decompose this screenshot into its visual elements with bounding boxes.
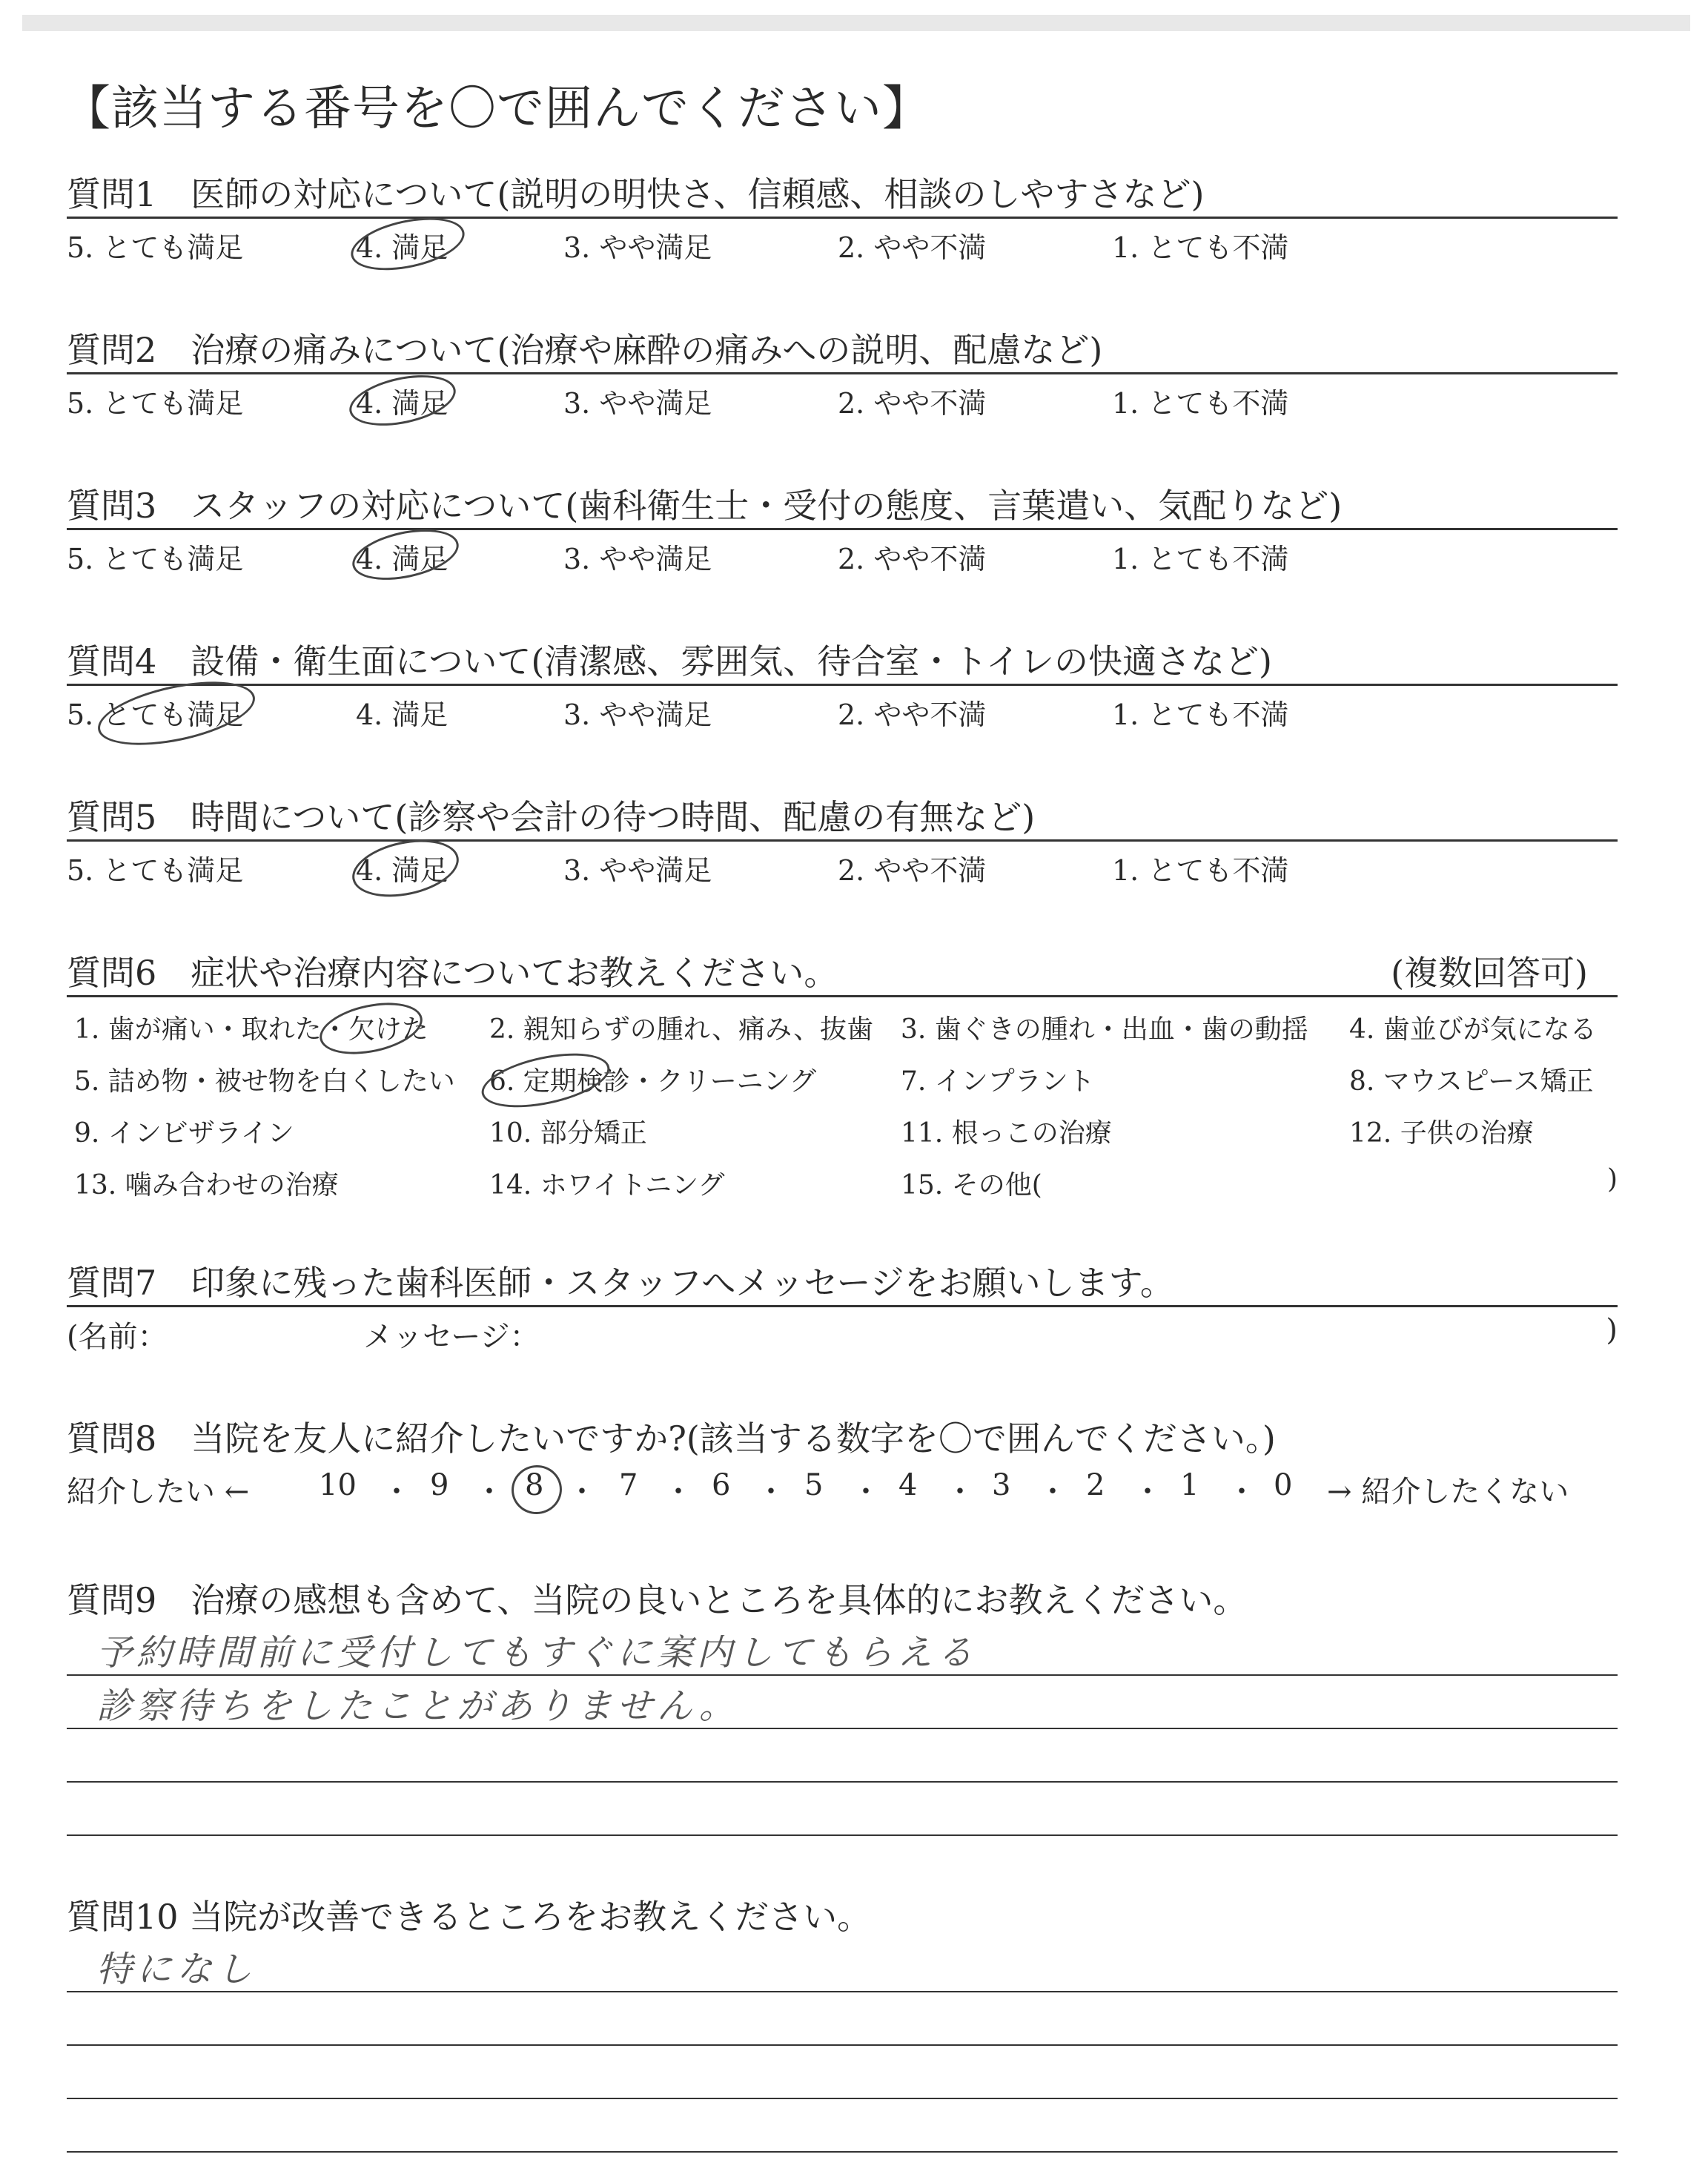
q4-option-1[interactable]: 1. とても不満 [1112, 698, 1289, 731]
scale-value-4[interactable]: 4 [898, 1468, 918, 1502]
scale-value-9[interactable]: 9 [430, 1468, 449, 1502]
q6-option-11[interactable]: 11. 根っこの治療 [901, 1118, 1112, 1149]
question-6-options [67, 997, 1618, 1212]
scale-right-label: → 紹介したくない [1327, 1475, 1569, 1509]
scale-value-7[interactable]: 7 [619, 1468, 638, 1502]
q6-option-15[interactable]: 15. その他( [901, 1170, 1042, 1200]
message-close-paren: ) [1606, 1313, 1618, 1347]
q6-option-13[interactable]: 13. 噛み合わせの治療 [74, 1170, 339, 1200]
scale-value-0[interactable]: 0 [1274, 1468, 1293, 1502]
scale-sep: ・ [474, 1475, 504, 1509]
referral-scale [67, 1461, 1618, 1513]
q3-option-3[interactable]: 3. やや満足 [563, 543, 712, 575]
question-3-title: 質問3 スタッフの対応について(歯科衛生士・受付の態度、言葉遣い、気配りなど) [67, 483, 1618, 530]
page-title: 【該当する番号を〇で囲んでください】 [63, 82, 930, 136]
handwritten-answer-line-1: 特になし [96, 1949, 257, 1990]
q6-option-7[interactable]: 7. インプラント [901, 1066, 1095, 1097]
question-7-title: 質問7 印象に残った歯科医師・スタッフへメッセージをお願いします。 [67, 1261, 1618, 1307]
q1-selection-circle [346, 208, 469, 279]
answer-line[interactable] [67, 1622, 1618, 1676]
question-8 [67, 1416, 1618, 1513]
q6-option-12[interactable]: 12. 子供の治療 [1349, 1118, 1534, 1149]
scale-sep: ・ [1038, 1475, 1068, 1509]
q2-option-1[interactable]: 1. とても不満 [1112, 387, 1289, 420]
q6-option-8[interactable]: 8. マウスピース矯正 [1349, 1066, 1594, 1097]
q6-option-2[interactable]: 2. 親知らずの腫れ、痛み、抜歯 [489, 1014, 874, 1045]
scale-value-6[interactable]: 6 [712, 1468, 731, 1502]
answer-line[interactable] [67, 1939, 1618, 1992]
q4-option-3[interactable]: 3. やや満足 [563, 698, 712, 731]
scale-value-1[interactable]: 1 [1180, 1468, 1199, 1502]
q6-selection-circle-1 [315, 994, 427, 1063]
q3-selection-circle [348, 521, 463, 588]
q5-selection-circle [347, 831, 464, 906]
q5-option-5[interactable]: 5. とても満足 [67, 854, 244, 887]
question-2-title: 質問2 治療の痛みについて(治療や麻酔の痛みへの説明、配慮など) [67, 328, 1618, 374]
q2-option-4[interactable]: 4. 満足 [356, 387, 448, 420]
answer-line[interactable] [67, 1729, 1618, 1783]
q1-option-4[interactable]: 4. 満足 [356, 231, 448, 264]
q4-option-2[interactable]: 2. やや不満 [838, 698, 987, 731]
q1-option-5[interactable]: 5. とても満足 [67, 231, 244, 264]
question-1 [67, 172, 1618, 263]
handwritten-answer-line-2: 診察待ちをしたことがありません。 [96, 1685, 739, 1727]
question-7-fields [67, 1307, 1618, 1352]
scale-sep: ・ [663, 1475, 693, 1509]
question-4-title: 質問4 設備・衛生面について(清潔感、雰囲気、待合室・トイレの快適さなど) [67, 639, 1618, 686]
scale-sep: ・ [1227, 1475, 1257, 1509]
scale-sep: ・ [1133, 1475, 1162, 1509]
question-10-title: 質問10 当院が改善できるところをお教えください。 [67, 1897, 872, 1937]
q2-option-5[interactable]: 5. とても満足 [67, 387, 244, 420]
q5-option-3[interactable]: 3. やや満足 [563, 854, 712, 887]
question-1-options [67, 219, 1618, 263]
question-7 [67, 1261, 1618, 1352]
q2-option-2[interactable]: 2. やや不満 [838, 387, 987, 420]
answer-line[interactable] [67, 2046, 1618, 2099]
scale-value-10[interactable]: 10 [319, 1468, 357, 1502]
scale-left-label: 紹介したい ← [67, 1475, 250, 1509]
q1-option-3[interactable]: 3. やや満足 [563, 231, 712, 264]
q6-option-1[interactable]: 1. 歯が痛い・取れた・欠けた [74, 1014, 428, 1045]
question-4 [67, 639, 1618, 730]
question-5 [67, 795, 1618, 886]
scale-sep: ・ [945, 1475, 975, 1509]
scale-sep: ・ [567, 1475, 597, 1509]
answer-line[interactable] [67, 1676, 1618, 1729]
q6-other-close-paren: ) [1606, 1164, 1618, 1195]
question-2-options [67, 374, 1618, 419]
question-4-options [67, 686, 1618, 730]
question-10 [67, 1895, 1618, 2153]
answer-line[interactable] [67, 1992, 1618, 2046]
q3-option-4[interactable]: 4. 満足 [356, 543, 448, 575]
q4-option-5[interactable]: 5. とても満足 [67, 698, 244, 731]
scale-sep: ・ [851, 1475, 881, 1509]
question-8-title: 質問8 当院を友人に紹介したいですか?(該当する数字を〇で囲んでください。) [67, 1418, 1276, 1459]
q1-option-2[interactable]: 2. やや不満 [838, 231, 987, 264]
answer-line[interactable] [67, 2099, 1618, 2153]
scale-value-8[interactable]: 8 [525, 1468, 544, 1502]
question-5-options [67, 842, 1618, 886]
q5-option-1[interactable]: 1. とても不満 [1112, 854, 1289, 887]
question-9 [67, 1578, 1618, 1836]
q4-option-4[interactable]: 4. 満足 [356, 698, 448, 731]
q6-option-14[interactable]: 14. ホワイトニング [489, 1170, 725, 1200]
scale-sep: ・ [756, 1475, 786, 1509]
name-label: (名前： [67, 1320, 168, 1354]
question-5-title: 質問5 時間について(診察や会計の待つ時間、配慮の有無など) [67, 795, 1618, 842]
question-6-title-text: 質問6 症状や治療内容についてお教えください。 [67, 953, 838, 993]
question-9-title: 質問9 治療の感想も含めて、当院の良いところを具体的にお教えください。 [67, 1580, 1248, 1620]
q6-selection-circle-6 [477, 1043, 614, 1117]
q8-selection-circle [507, 1461, 566, 1519]
multiple-answers-note: (複数回答可) [1391, 953, 1588, 993]
q6-option-6[interactable]: 6. 定期検診・クリーニング [489, 1066, 817, 1097]
q3-option-2[interactable]: 2. やや不満 [838, 543, 987, 575]
question-2 [67, 328, 1618, 419]
q3-option-1[interactable]: 1. とても不満 [1112, 543, 1289, 575]
question-1-title: 質問1 医師の対応について(説明の明快さ、信頼感、相談のしやすさなど) [67, 172, 1618, 219]
question-3-options [67, 530, 1618, 575]
question-6 [67, 951, 1618, 1212]
scale-value-3[interactable]: 3 [992, 1468, 1011, 1502]
answer-line[interactable] [67, 1783, 1618, 1836]
q6-option-3[interactable]: 3. 歯ぐきの腫れ・出血・歯の動揺 [901, 1014, 1308, 1045]
q6-option-4[interactable]: 4. 歯並びが気になる [1349, 1014, 1597, 1045]
scan-top-edge [22, 15, 1690, 31]
q6-option-5[interactable]: 5. 詰め物・被せ物を白くしたい [74, 1066, 455, 1097]
q1-option-1[interactable]: 1. とても不満 [1112, 231, 1289, 264]
q6-option-10[interactable]: 10. 部分矯正 [489, 1118, 647, 1149]
scale-value-2[interactable]: 2 [1086, 1468, 1105, 1502]
q5-option-2[interactable]: 2. やや不満 [838, 854, 987, 887]
handwritten-answer-line-1: 予約時間前に受付してもすぐに案内してもらえる [96, 1632, 978, 1674]
question-6-title [67, 951, 1618, 997]
q6-option-9[interactable]: 9. インビザライン [74, 1118, 294, 1149]
scale-value-5[interactable]: 5 [804, 1468, 824, 1502]
question-3 [67, 483, 1618, 575]
q3-option-5[interactable]: 5. とても満足 [67, 543, 244, 575]
scale-sep: ・ [382, 1475, 411, 1509]
message-label: メッセージ： [363, 1320, 540, 1354]
q5-option-4[interactable]: 4. 満足 [356, 854, 448, 887]
q2-option-3[interactable]: 3. やや満足 [563, 387, 712, 420]
q2-selection-circle [345, 366, 460, 434]
